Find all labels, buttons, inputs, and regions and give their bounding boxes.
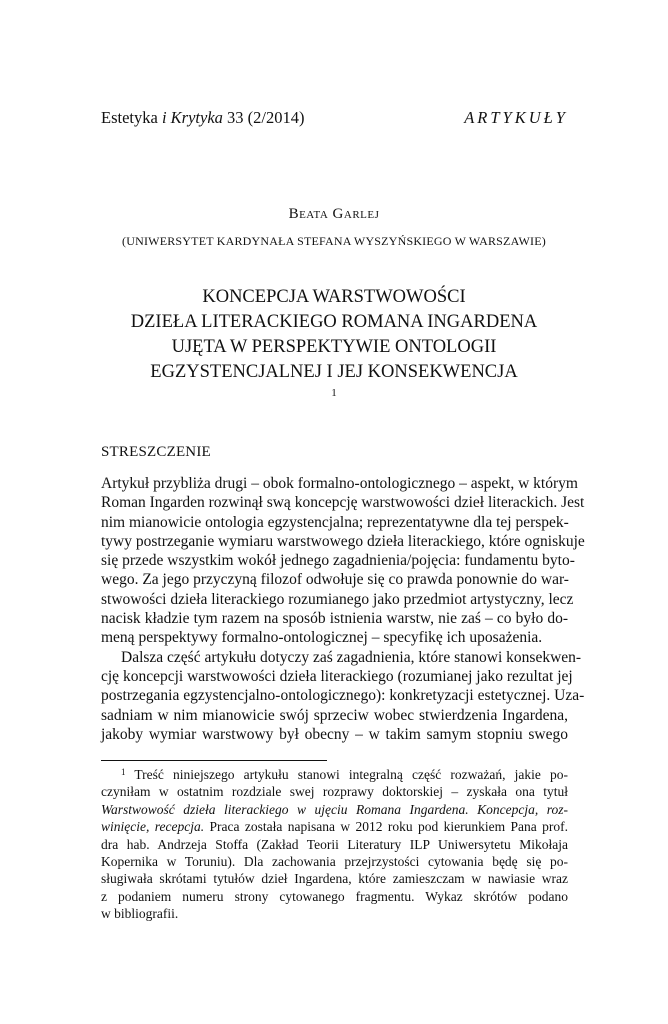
footnote	[101, 766, 568, 923]
body-line: nacisk kładzie tym razem na sposób istnienia warstw, nie zaś – co było do-	[101, 610, 568, 628]
footnote-line: Kopernika w Toruniu). Dla zachowania przejrzystości cytowania będę się po-	[101, 853, 568, 869]
body-line: meną perspektywy formalno-ontologicznej – specyfikę ich uposażenia.	[101, 629, 543, 647]
body-line: postrzegania egzystencjalno-ontologicznego): konkretyzacji estetycznej. Uza-	[101, 687, 585, 705]
footnote-title-italic: winięcie, recepcja.	[101, 819, 205, 835]
body-line: Roman Ingarden rozwinął swą koncepcję warstwowości dzieł literackich. Jest	[101, 494, 585, 512]
body-line: tywy postrzeganie wymiaru warstwowego dzieła literackiego, które ogniskuje	[101, 532, 585, 550]
title-line: UJĘTA W PERSPEKTYWIE ONTOLOGII	[171, 337, 497, 357]
footnote-line	[101, 766, 568, 783]
body-line: Dalsza część artykułu dotyczy zaś zagadnienia, które stanowi konsekwen-	[121, 648, 582, 666]
abstract-body	[101, 474, 585, 744]
footnote-line-italic: Warstwowość dzieła literackiego w ujęciu Romana Ingardena. Koncepcja, roz-	[101, 801, 568, 817]
body-line: nim mianowicie ontologia egzystencjalna; reprezentatywne dla tej perspek-	[101, 513, 569, 531]
title-line-text: EGZYSTENCJALNEJ I JEJ KONSEKWENCJA	[150, 362, 518, 382]
article-title	[60, 285, 608, 410]
footnote-line: czyniłam w ostatnim rozdziale swej rozprawy doktorskiej – zyskała ona tytuł	[101, 784, 568, 800]
abstract-heading: STRESZCZENIE	[101, 444, 211, 460]
title-footnote-marker[interactable]: 1	[331, 387, 337, 399]
author-affiliation: (UNIWERSYTET KARDYNAŁA STEFANA WYSZYŃSKIEGO W WARSZAWIE)	[122, 234, 546, 248]
body-line: Artykuł przybliża drugi – obok formalno-ontologicznego – aspekt, w którym	[101, 475, 578, 492]
running-header	[101, 108, 568, 132]
body-line: cję koncepcji warstwowości dzieła literackiego (rozumianej jako rezultat jej	[101, 667, 573, 685]
title-line-last	[60, 360, 608, 410]
footnote-marker: 1	[121, 767, 126, 777]
body-line: sadniam w nim mianowicie swój sprzeciw wobec stwierdzenia Ingardena,	[101, 706, 568, 724]
body-line: jakoby wymiar warstwowy był obecny – w takim samym stopniu swego	[101, 725, 568, 743]
footnote-separator	[101, 760, 327, 761]
author-name: Beata Garlej	[288, 206, 380, 222]
body-line: wego. Za jego przyczyną filozof odwołuje się co prawda ponownie do war-	[101, 571, 569, 589]
title-line: DZIEŁA LITERACKIEGO ROMANA INGARDENA	[130, 312, 538, 332]
footnote-line: z podaniem numeru strony cytowanego fragmentu. Wykaz skrótów podano	[101, 888, 568, 904]
journal-name-italic-i: i	[161, 108, 167, 127]
footnote-line: w bibliografii.	[101, 906, 179, 922]
body-line: stwowości dzieła literackiego rozumianego jako przedmiot artystyczny, lecz	[101, 590, 574, 608]
title-line: KONCEPCJA WARSTWOWOŚCI	[202, 287, 466, 307]
footnote-text: Treść niniejszego artykułu stanowi integralną część rozważań, jakie po-	[125, 767, 568, 782]
footnote-line	[101, 818, 568, 835]
journal-issue: 33 (2/2014)	[222, 108, 305, 127]
journal-name-italic: Krytyka	[166, 108, 223, 127]
body-line: się przede wszystkim wokół jednego zagadnienia/pojęcia: fundamentu byto-	[101, 552, 575, 570]
journal-citation	[101, 108, 304, 128]
footnote-line: dra hab. Andrzeja Stoffa (Zakład Teorii Literatury ILP Uniwersytetu Mikołaja	[101, 836, 568, 852]
footnote-line: sługiwała skrótami tytułów dzieł Ingardena, które zamieszczam w nawiasie wraz	[101, 871, 568, 887]
section-label: ARTYKUŁY	[464, 108, 568, 127]
footnote-text: Praca została napisana w 2012 roku pod kierunkiem Pana prof.	[204, 819, 568, 835]
journal-name-part: Estetyka	[101, 108, 162, 127]
